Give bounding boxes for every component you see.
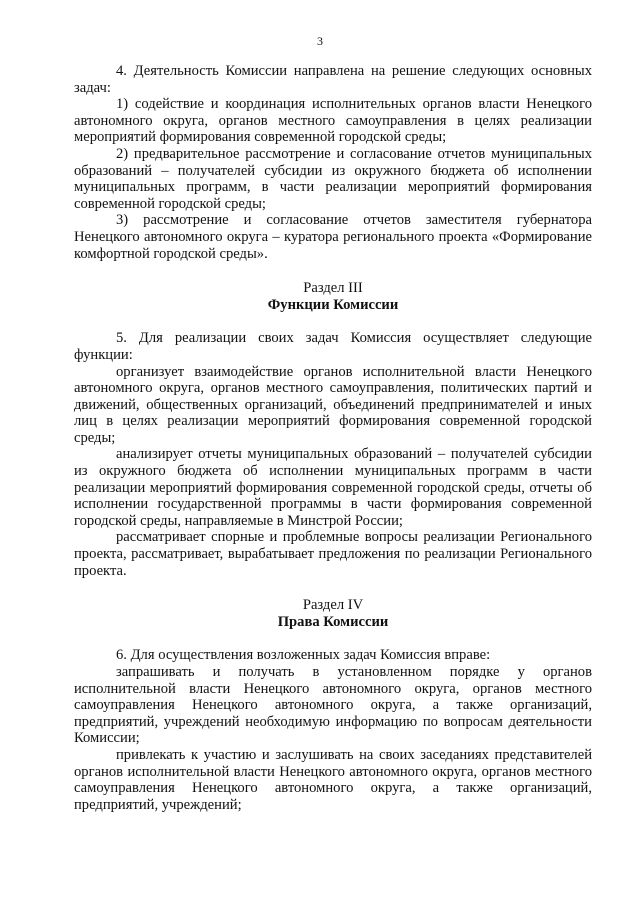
section-4-title: Права Комиссии [277,613,389,630]
page-number: 3 [317,34,323,48]
paragraph-6-right-1: запрашивать и получать в установленном порядке у органов исполнительной власти Ненецкого автономного округа, органов местного самоуправления Ненецкого автономного округа, а также организаций, предприятий, учреждений необходимую информацию по вопросам деятельности Комиссии; [74,664,592,747]
paragraph-5-function-3: рассматривает спорные и проблемные вопросы реализации Регионального проекта, рассматривает, вырабатывает предложения по реализации Регионального проекта. [74,529,592,579]
paragraph-6-right-2: привлекать к участию и заслушивать на своих заседаниях представителей органов исполнительной власти Ненецкого автономного округа, органов местного самоуправления Ненецкого автономного округа, а также организаций, предприятий, учреждений; [74,746,592,813]
section-4-heading [74,597,592,630]
document-body [74,63,592,813]
section-3-number: Раздел III [303,280,363,297]
section-4-number: Раздел IV [302,597,364,614]
section-3-heading [74,280,592,313]
paragraph-4-intro: 4. Деятельность Комиссии направлена на решение следующих основных задач: [74,63,592,96]
paragraph-5-function-1: организует взаимодействие органов исполнительной власти Ненецкого автономного округа, органов местного самоуправления, политических партий и движений, общественных организаций, объединений предпринимателей и иных лиц в целях реализации мероприятий формирования современной городской среды; [74,363,592,446]
paragraph-5-function-2: анализирует отчеты муниципальных образований – получателей субсидии из окружного бюджета об исполнении муниципальных программ в части реализации мероприятий формирования современной городской среды, отчеты об исполнении государственной программы в части формирования современной городской среды, направляемые в Минстрой России; [74,446,592,529]
paragraph-4-item-3: 3) рассмотрение и согласование отчетов заместителя губернатора Ненецкого автономного округа – куратора регионального проекта «Формирование комфортной городской среды». [74,212,592,262]
paragraph-4-item-2: 2) предварительное рассмотрение и согласование отчетов муниципальных образований – получателей субсидии из окружного бюджета об исполнении муниципальных программ, в части реализации мероприятий формирования современной городской среды; [74,145,592,212]
paragraph-6-intro: 6. Для осуществления возложенных задач Комиссия вправе: [116,647,491,664]
paragraph-5-intro: 5. Для реализации своих задач Комиссия осуществляет следующие функции: [74,330,592,363]
paragraph-4-item-1: 1) содействие и координация исполнительных органов власти Ненецкого автономного округа, органов местного самоуправления в целях реализации мероприятий формирования современной городской среды; [74,96,592,146]
section-3-title: Функции Комиссии [267,296,399,313]
